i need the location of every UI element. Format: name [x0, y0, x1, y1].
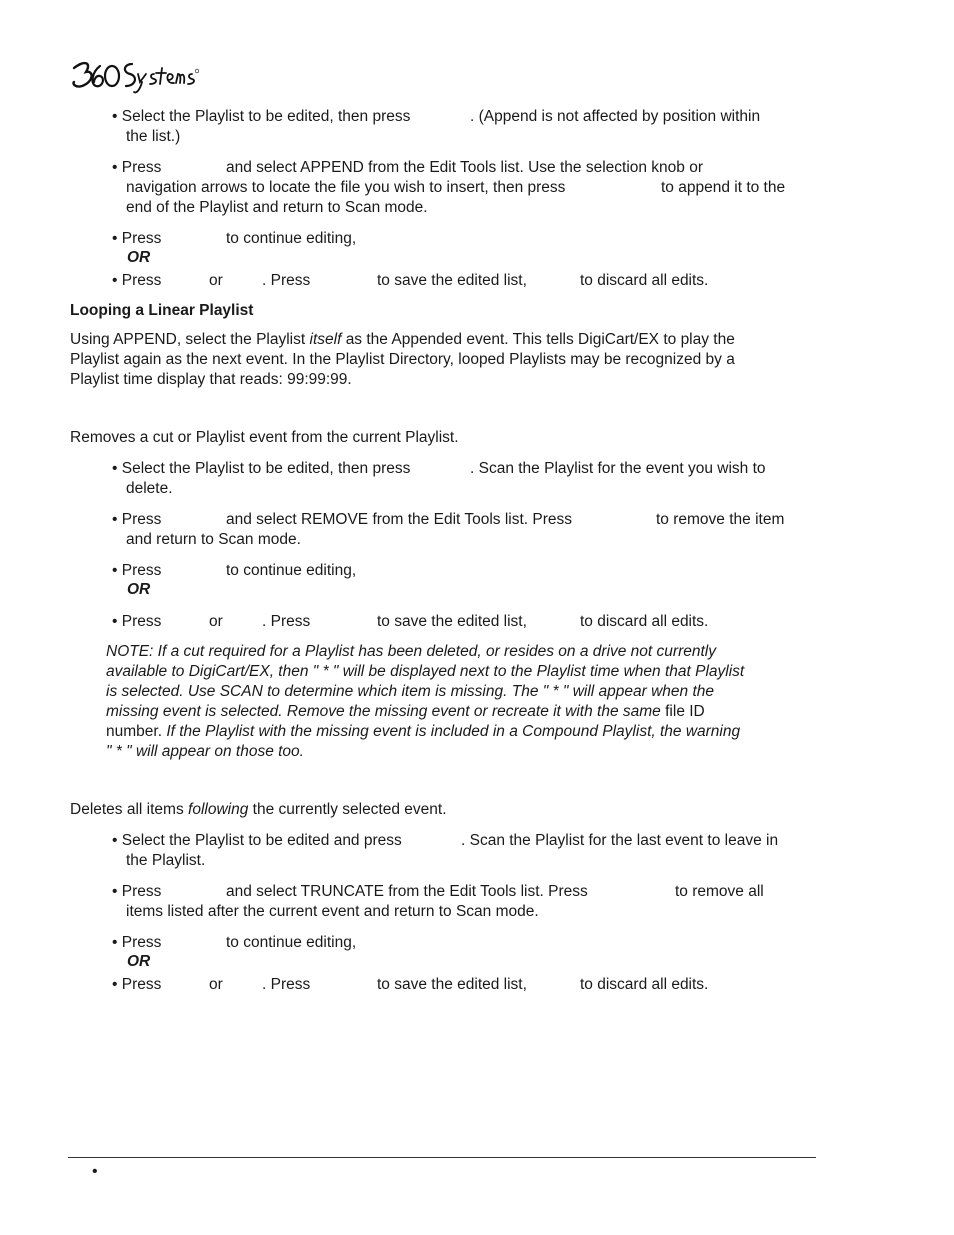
- truncate-step-4-discard: to discard all edits.: [580, 976, 709, 993]
- append-step-2-line2: navigation arrows to locate the file you wish to insert, then press: [126, 179, 566, 196]
- truncate-intro: Deletes all items following the currently selected event.: [70, 801, 447, 818]
- footer-bullet: •: [92, 1163, 98, 1180]
- remove-step-4-press2: . Press: [262, 613, 311, 630]
- looping-heading: Looping a Linear Playlist: [70, 302, 254, 319]
- truncate-step-1-line2: the Playlist.: [126, 852, 206, 869]
- truncate-step-3-press: • Press: [112, 934, 162, 951]
- note-line6: " * " will appear on those too.: [106, 743, 304, 760]
- remove-step-2-line2: and return to Scan mode.: [126, 531, 301, 548]
- truncate-step-1: • Select the Playlist to be edited and press: [112, 832, 402, 849]
- append-or: OR: [127, 249, 151, 266]
- truncate-step-2: and select TRUNCATE from the Edit Tools list. Press: [226, 883, 588, 900]
- append-step-4-press2: . Press: [262, 272, 311, 289]
- remove-step-1-cont: . Scan the Playlist for the event you wish to: [470, 460, 766, 477]
- truncate-step-3: to continue editing,: [226, 934, 357, 951]
- append-step-2-press: • Press: [112, 159, 162, 176]
- truncate-step-4-press: • Press: [112, 976, 162, 993]
- remove-step-3: to continue editing,: [226, 562, 357, 579]
- footer-rule: [68, 1157, 816, 1158]
- append-step-4-or: or: [209, 272, 223, 289]
- append-step-2-line2b: to append it to the: [661, 179, 786, 196]
- looping-para-line3: Playlist time display that reads: 99:99:99.: [70, 371, 352, 388]
- append-step-2: and select APPEND from the Edit Tools list. Use the selection knob or: [226, 159, 704, 176]
- truncate-step-2-cont: to remove all: [675, 883, 764, 900]
- remove-step-4-discard: to discard all edits.: [580, 613, 709, 630]
- append-step-3: to continue editing,: [226, 230, 357, 247]
- remove-step-4-or: or: [209, 613, 223, 630]
- remove-step-1: • Select the Playlist to be edited, then press: [112, 460, 411, 477]
- company-logo: [70, 52, 200, 96]
- truncate-step-4-press2: . Press: [262, 976, 311, 993]
- note-line1: NOTE: If a cut required for a Playlist has been deleted, or resides on a drive not currently: [106, 643, 716, 660]
- remove-step-4-press: • Press: [112, 613, 162, 630]
- looping-para-line2: Playlist again as the next event. In the Playlist Directory, looped Playlists may be recognized by a: [70, 351, 735, 368]
- truncate-step-2-press: • Press: [112, 883, 162, 900]
- remove-step-3-press: • Press: [112, 562, 162, 579]
- note-line2: available to DigiCart/EX, then " * " will be displayed next to the Playlist time when that Playlist: [106, 663, 745, 680]
- remove-step-2-press: • Press: [112, 511, 162, 528]
- truncate-or: OR: [127, 953, 151, 970]
- append-step-4-press: • Press: [112, 272, 162, 289]
- append-step-1: • Select the Playlist to be edited, then press: [112, 108, 411, 125]
- note-line4: missing event is selected. Remove the missing event or recreate it with the same file ID: [106, 703, 705, 720]
- append-step-4-discard: to discard all edits.: [580, 272, 709, 289]
- truncate-step-4-save: to save the edited list,: [377, 976, 527, 993]
- looping-para-line1: Using APPEND, select the Playlist itself as the Appended event. This tells DigiCart/EX to play the: [70, 331, 735, 348]
- append-step-4-save: to save the edited list,: [377, 272, 527, 289]
- remove-step-2: and select REMOVE from the Edit Tools list. Press: [226, 511, 573, 528]
- truncate-step-2-line2: items listed after the current event and return to Scan mode.: [126, 903, 539, 920]
- remove-step-1-line2: delete.: [126, 480, 173, 497]
- append-step-3-press: • Press: [112, 230, 162, 247]
- remove-step-4-save: to save the edited list,: [377, 613, 527, 630]
- remove-or: OR: [127, 581, 151, 598]
- truncate-step-4-or: or: [209, 976, 223, 993]
- append-step-1-line2: the list.): [126, 128, 181, 145]
- note-line5: number. If the Playlist with the missing event is included in a Compound Playlist, the warning: [106, 723, 741, 740]
- append-step-1-cont: . (Append is not affected by position within: [470, 108, 761, 125]
- note-line3: is selected. Use SCAN to determine which item is missing. The " * " will appear when the: [106, 683, 715, 700]
- truncate-step-1-cont: . Scan the Playlist for the last event to leave in: [461, 832, 779, 849]
- append-step-2-line3: end of the Playlist and return to Scan mode.: [126, 199, 428, 216]
- remove-step-2-cont: to remove the item: [656, 511, 785, 528]
- remove-intro: Removes a cut or Playlist event from the current Playlist.: [70, 429, 459, 446]
